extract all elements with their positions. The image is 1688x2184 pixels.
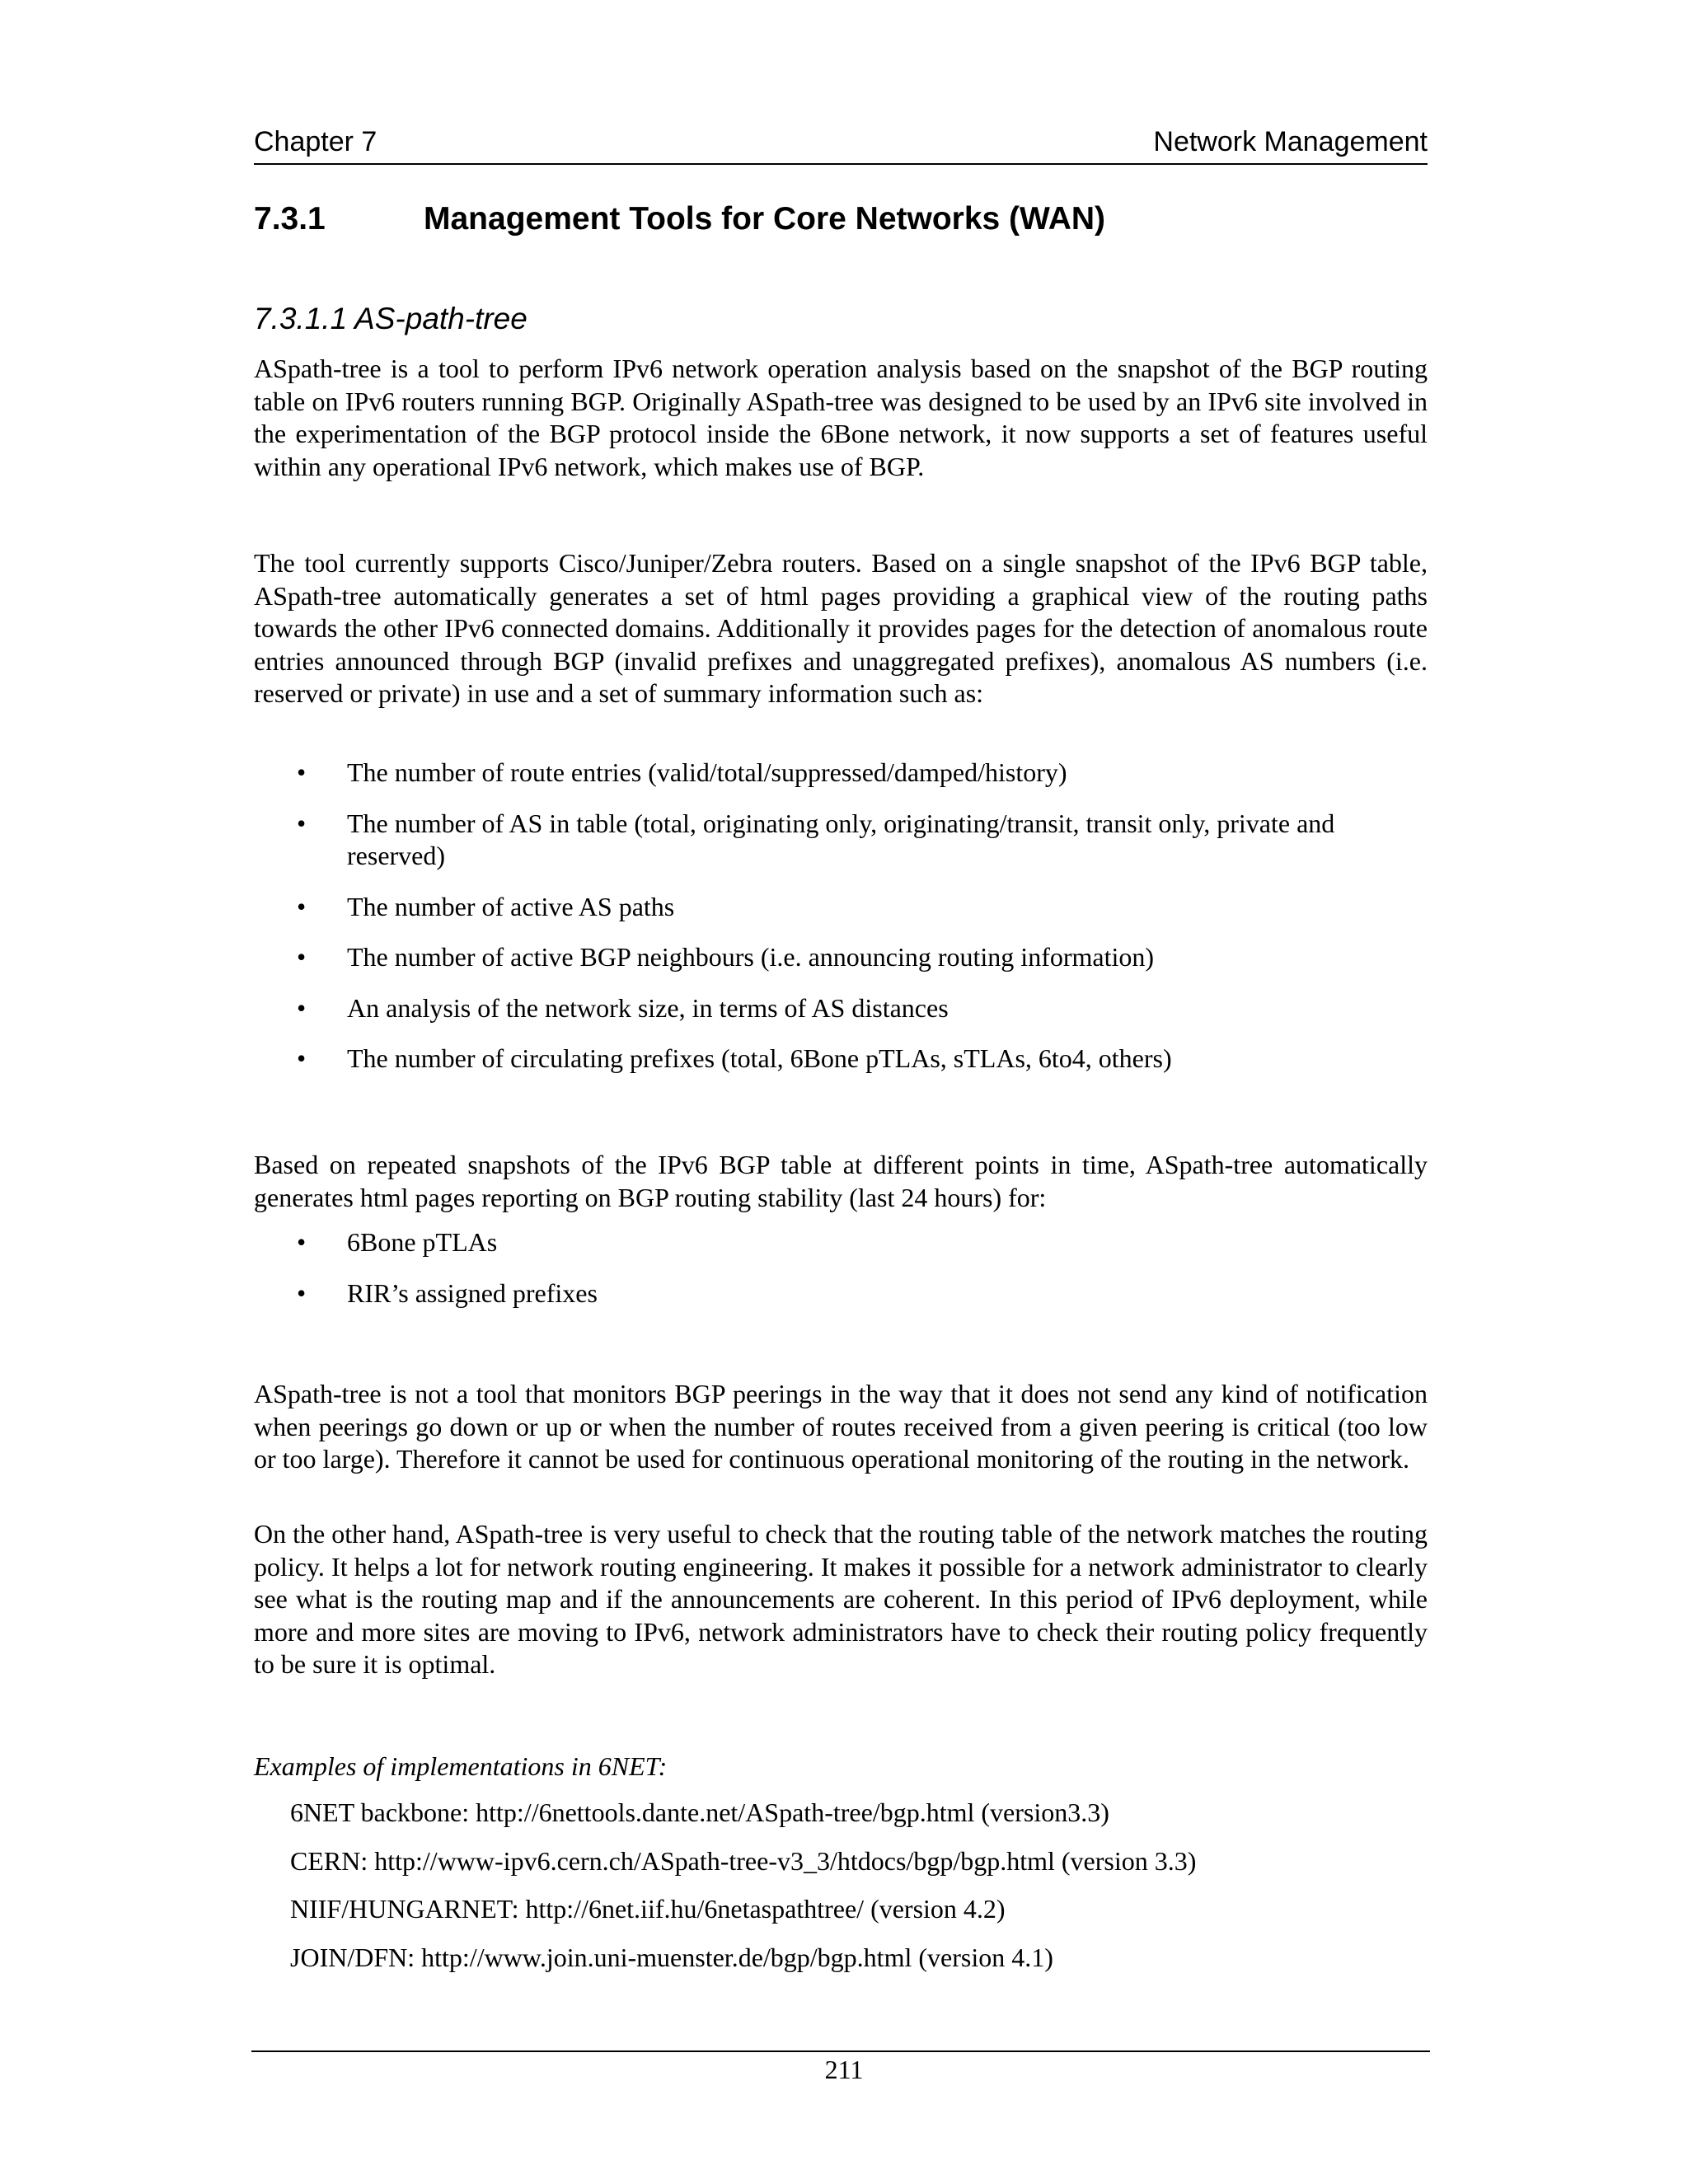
bullet-icon: • xyxy=(297,992,307,1023)
section-title: Management Tools for Core Networks (WAN) xyxy=(424,201,1106,237)
examples-list xyxy=(290,1797,1428,1990)
subsection-heading: 7.3.1.1 AS-path-tree xyxy=(254,302,528,335)
list-item: • The number of active BGP neighbours (i.e. announcing routing information) xyxy=(254,941,1428,974)
paragraph-not-monitor: ASpath-tree is not a tool that monitors BGP peerings in the way that it does not send any kind of notification when peerings go down or up or when the number of routes received from a given peering is critical (too low or too large). Therefore it cannot be used for continuous operational monitoring of the routing in the network. xyxy=(254,1379,1428,1474)
chapter-label: Chapter 7 xyxy=(254,126,377,157)
example-item: JOIN/DFN: http://www.join.uni-muenster.de/bgp/bgp.html (version 4.1) xyxy=(290,1942,1053,1972)
paragraph-intro: ASpath-tree is a tool to perform IPv6 network operation analysis based on the snapshot of the BGP routing table on IPv6 routers running BGP. Originally ASpath-tree was designed to be used by an IPv6 site involved in the experimentation of the BGP protocol inside the 6Bone network, it now supports a set of features useful within any operational IPv6 network, which makes use of BGP. xyxy=(254,354,1428,481)
example-item: CERN: http://www-ipv6.cern.ch/ASpath-tree-v3_3/htdocs/bgp/bgp.html (version 3.3) xyxy=(290,1845,1197,1876)
list-item: • The number of active AS paths xyxy=(254,891,1428,924)
example-item: NIIF/HUNGARNET: http://6net.iif.hu/6netaspathtree/ (version 4.2) xyxy=(290,1894,1006,1924)
list-item: • An analysis of the network size, in terms of AS distances xyxy=(254,992,1428,1025)
list-item: • The number of circulating prefixes (total, 6Bone pTLAs, sTLAs, 6to4, others) xyxy=(254,1043,1428,1076)
bullet-icon: • xyxy=(297,1227,307,1257)
list-item: • RIR’s assigned prefixes xyxy=(254,1277,1428,1310)
section-heading xyxy=(254,201,1105,237)
example-item: 6NET backbone: http://6nettools.dante.net/ASpath-tree/bgp.html (version3.3) xyxy=(290,1797,1109,1827)
running-header xyxy=(254,124,1428,165)
chapter-title: Network Management xyxy=(1153,126,1428,157)
list-item: • The number of AS in table (total, originating only, originating/transit, transit only, private and reserved) xyxy=(297,808,1335,870)
section-number: 7.3.1 xyxy=(254,201,326,237)
examples-heading: Examples of implementations in 6NET: xyxy=(254,1751,668,1781)
list-item: • 6Bone pTLAs xyxy=(254,1226,1428,1259)
paragraph-other-hand: On the other hand, ASpath-tree is very useful to check that the routing table of the network matches the routing policy. It helps a lot for network routing engineering. It makes it possible for a network administrator to clearly see what is the routing map and if the announcements are coherent. In this period of IPv6 deployment, while more and more sites are moving to IPv6, network administrators have to check their routing policy frequently to be sure it is optimal. xyxy=(254,1519,1428,1679)
stability-list xyxy=(254,1226,1428,1328)
bullet-icon: • xyxy=(297,942,307,972)
summary-list xyxy=(254,757,1428,1094)
bullet-icon: • xyxy=(297,757,307,787)
bullet-icon: • xyxy=(297,1277,307,1308)
footer-rule xyxy=(251,2050,1430,2052)
paragraph-repeated: Based on repeated snapshots of the IPv6 BGP table at different points in time, ASpath-tree automatically generates html pages reporting on BGP routing stability (last 24 hours) for: xyxy=(254,1150,1428,1212)
list-item: • The number of route entries (valid/total/suppressed/damped/history) xyxy=(254,757,1428,790)
paragraph-supports: The tool currently supports Cisco/Juniper/Zebra routers. Based on a single snapshot of the IPv6 BGP table, ASpath-tree automatically generates a set of html pages providing a graphical view of the routing paths towards the other IPv6 connected domains. Additionally it provides pages for the detection of anomalous route entries announced through BGP (invalid prefixes and unaggregated prefixes), anomalous AS numbers (i.e. reserved or private) in use and a set of summary information such as: xyxy=(254,548,1428,708)
bullet-icon: • xyxy=(297,808,307,838)
bullet-icon: • xyxy=(297,891,307,921)
bullet-icon: • xyxy=(297,1043,307,1073)
page-number: 211 xyxy=(824,2055,864,2084)
